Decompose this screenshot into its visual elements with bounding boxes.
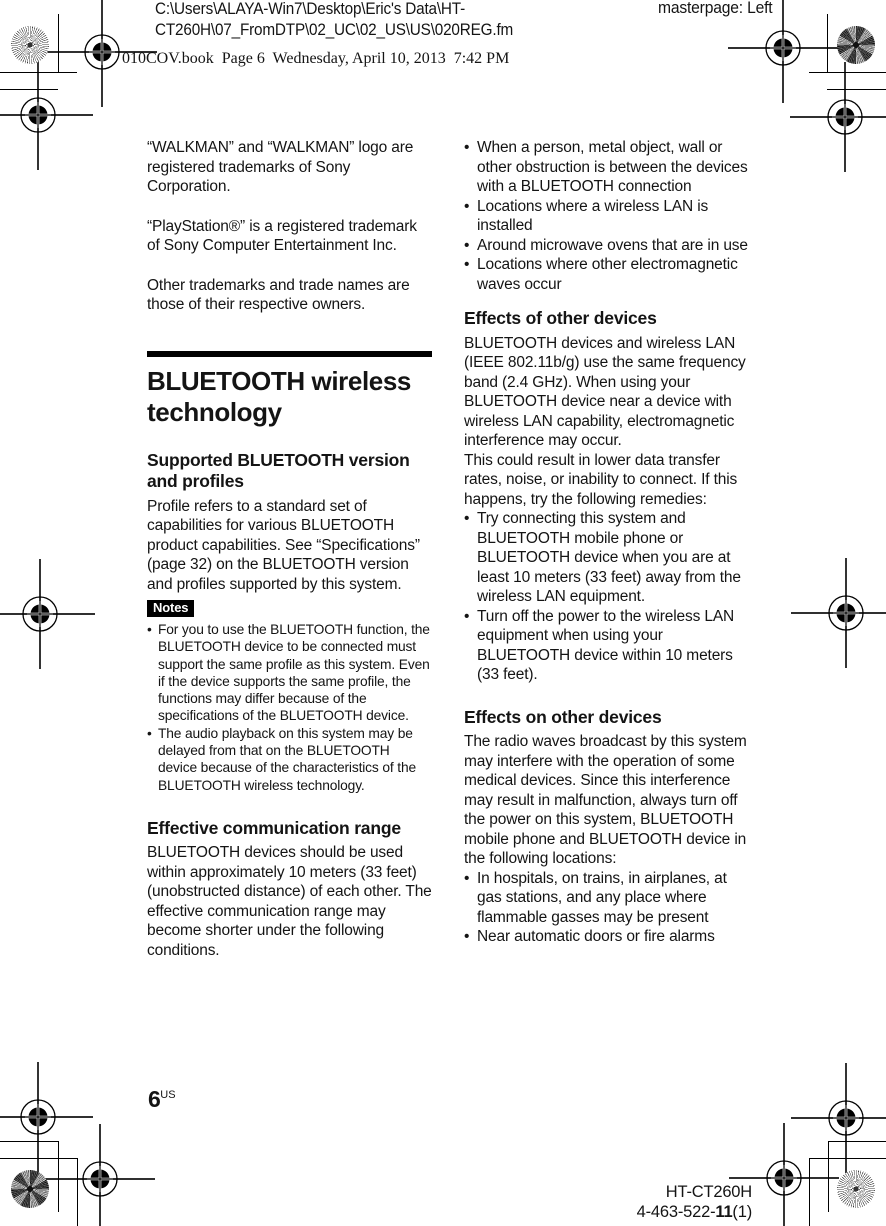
part-number-suffix: (1) xyxy=(732,1203,752,1221)
file-path-line-2: CT260H\07_FromDTP\02_UC\02_US\US\020REG.fm xyxy=(155,20,514,39)
notes-list xyxy=(147,621,432,794)
location-list xyxy=(464,869,753,947)
subsection-heading-supported: Supported BLUETOOTH version and profiles xyxy=(147,449,410,491)
page-region-label: US xyxy=(160,1089,176,1101)
notes-block xyxy=(147,594,432,794)
registration-crosshair-icon xyxy=(790,557,886,669)
remedy-list xyxy=(464,509,753,685)
registration-crosshair-icon xyxy=(44,1123,156,1226)
color-calibration-starburst-icon xyxy=(11,1170,49,1208)
part-number-revision: 11 xyxy=(715,1203,733,1221)
page-number-value: 6 xyxy=(148,1086,161,1112)
book-print-stamp: 010COV.book Page 6 Wednesday, April 10, 2013 7:42 PM xyxy=(122,50,510,67)
supported-body: Profile refers to a standard set of capabilities for various BLUETOOTH product capabilities. See “Specifications” (page 32) on the BLUETOOTH version and profiles supported by this system. xyxy=(147,497,420,593)
notes-badge: Notes xyxy=(147,600,194,617)
left-column xyxy=(147,138,432,960)
trademark-paragraph: “WALKMAN” and “WALKMAN” logo are registered trademarks of Sony Corporation. xyxy=(147,139,414,195)
bullet-item: • Around microwave ovens that are in use xyxy=(464,236,753,256)
page-number xyxy=(148,1086,176,1113)
bullet-item: • Try connecting this system and BLUETOOTH mobile phone or BLUETOOTH device when you are at least 10 meters (33 feet) away from the wireless LAN equipment. xyxy=(464,509,753,607)
section-rule xyxy=(147,351,432,357)
effects-on-body: The radio waves broadcast by this system may interfere with the operation of some medical devices. Since this interference may result in malfunction, always turn off the power on this system, BLUETOOTH mobile phone and BLUETOOTH device in the following locations: xyxy=(464,733,747,867)
trademark-paragraph: “PlayStation®” is a registered trademark of Sony Computer Entertainment Inc. xyxy=(147,217,417,254)
range-body: BLUETOOTH devices should be used within approximately 10 meters (33 feet) (unobstructed distance) of each other. The effective communication range may become shorter under the following conditions. xyxy=(147,844,432,959)
subsection-heading-effects-of: Effects of other devices xyxy=(464,308,657,328)
subsection-heading-effects-on: Effects on other devices xyxy=(464,706,662,727)
document-id xyxy=(637,1182,752,1222)
bullet-item: • Locations where other electromagnetic waves occur xyxy=(464,255,753,294)
masterpage-label: masterpage: Left xyxy=(658,0,773,17)
effects-of-body-2: This could result in lower data transfer rates, noise, or inability to connect. If this happens, try the following remedies: xyxy=(464,451,738,508)
note-item: • The audio playback on this system may be delayed from that on the BLUETOOTH device because of the characteristics of the BLUETOOTH wireless technology. xyxy=(147,725,432,794)
color-calibration-starburst-icon xyxy=(837,1170,875,1208)
trademark-paragraph: Other trademarks and trade names are those of their respective owners. xyxy=(147,276,410,313)
bullet-item: • When a person, metal object, wall or other obstruction is between the devices with a BLUETOOTH connection xyxy=(464,138,753,197)
registration-crosshair-icon xyxy=(0,558,96,670)
section-title: BLUETOOTH wireless technology xyxy=(147,365,411,427)
part-number-prefix: 4-463-522- xyxy=(636,1203,716,1221)
bullet-item: • Locations where a wireless LAN is installed xyxy=(464,197,753,236)
note-item: • For you to use the BLUETOOTH function, the BLUETOOTH device to be connected must support the same profile as this system. Even if the device supports the same profile, the functions may differ because of the specifications of the BLUETOOTH device. xyxy=(147,621,432,725)
bullet-item: • In hospitals, on trains, in airplanes, at gas stations, and any place where flammable gasses may be present xyxy=(464,869,753,928)
bullet-item: • Turn off the power to the wireless LAN equipment when using your BLUETOOTH device within 10 meters (33 feet). xyxy=(464,607,753,685)
subsection-heading-range: Effective communication range xyxy=(147,817,401,838)
registration-crosshair-icon xyxy=(0,59,94,171)
registration-crosshair-icon xyxy=(789,61,886,173)
file-path-line-1: C:\Users\ALAYA-Win7\Desktop\Eric's Data\HT- xyxy=(155,0,466,18)
right-column xyxy=(464,138,753,947)
bullet-item: • Near automatic doors or fire alarms xyxy=(464,927,753,947)
effects-of-body-1: BLUETOOTH devices and wireless LAN (IEEE 802.11b/g) use the same frequency band (2.4 GHz). When using your BLUETOOTH device near a device with wireless LAN capability, electromagnetic interference may occur. xyxy=(464,334,746,449)
model-number: HT-CT260H xyxy=(665,1183,752,1201)
condition-list xyxy=(464,138,753,294)
color-calibration-starburst-icon xyxy=(837,26,875,64)
part-number xyxy=(637,1202,752,1222)
color-calibration-starburst-icon xyxy=(11,26,49,64)
file-path xyxy=(155,0,513,40)
